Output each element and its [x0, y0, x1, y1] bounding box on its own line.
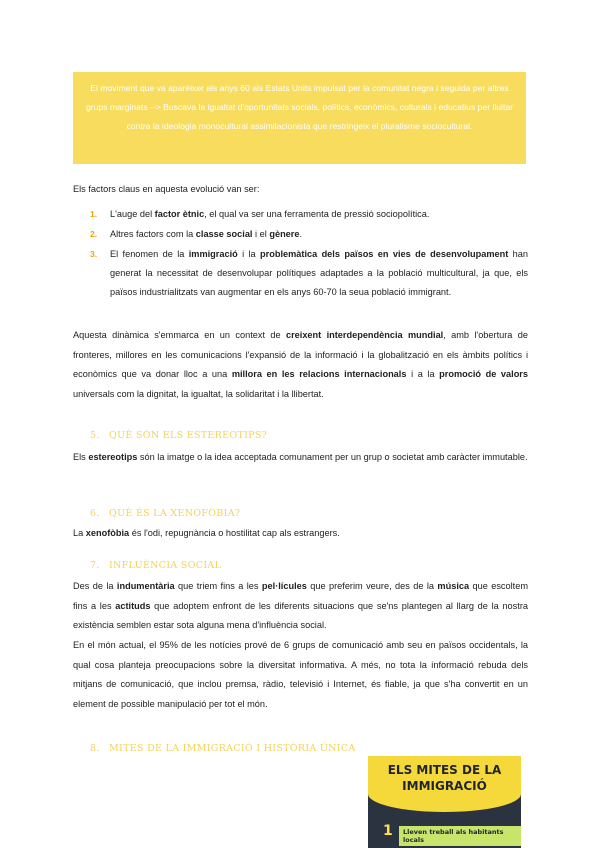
poster-title: ELS MITES DE LA IMMIGRACIÓ [387, 763, 502, 793]
factors-intro: Els factors claus en aquesta evolució van ser: [73, 184, 260, 194]
xenophobia-paragraph: La xenofòbia és l'odi, repugnància o hostilitat cap als estrangers. [73, 528, 340, 538]
context-paragraph: Aquesta dinàmica s'emmarca en un context de creixent interdependència mundial, amb l'obertura de fronteres, millores en les comunicacions l'expansió de la informació i la globalització en els àmbits polítics i econòmics que va donar lloc a una millora en les relacions internacionals i a la promoció de valors universals com la dignitat, la igualtat, la solidaritat i la llibertat. [73, 330, 528, 399]
media-paragraph: En el món actual, el 95% de les notícies prové de 6 grups de comunicació amb seu en països occidentals, la qual cosa planteja preocupacions sobre la diversitat informativa. A més, no tota la informació rebuda dels mitjans de comunicació, que inclou premsa, ràdio, televisió i Internet, és fiable, ja que s'ha convertit en un element de possible manipulació per tot el món. [73, 640, 528, 709]
list-number: 2. [90, 229, 98, 239]
stereotypes-paragraph: Els estereotips són la imatge o la idea acceptada comunament per un grup o societat amb caràcter immutable. [73, 452, 528, 462]
list-number: 3. [90, 249, 98, 259]
section-heading-6: 6. QUÈ ÉS LA XENOFÒBIA? [90, 508, 241, 519]
section-heading-5: 5. QUÈ SÓN ELS ESTEREOTIPS? [90, 430, 268, 441]
list-item: 1. L'auge del factor ètnic, el qual va ser una ferramenta de pressió sociopolítica. [73, 205, 528, 224]
section-heading-7: 7. INFLUÈNCIA SOCIAL [90, 560, 222, 571]
highlight-box [73, 72, 526, 164]
social-influence-paragraph: Des de la indumentària que triem fins a les pel·lícules que preferim veure, des de la música que escoltem fins a les actituds que adoptem enfront de les diferents situacions que se'ns plantegen al llarg de la nostra existència semblen estar sota alguna mena d'influència social. [73, 581, 528, 630]
poster-tag: Lleven treball als habitants locals [399, 826, 521, 846]
highlight-text: El moviment que va aparèixer als anys 60 als Estats Units impulsat per la comunitat negra i seguida per altres grups marginats --> Buscava la igualtat d'oportunitats socials, polítics, econòmics, culturals i educatius per lluitar contra la ideologia monocultural assimilacionista que restringeix el pluralisme sociocultural. [86, 83, 513, 131]
list-number: 1. [90, 209, 98, 219]
factors-list [73, 205, 528, 303]
myths-poster-image [368, 756, 521, 848]
list-item: 3. El fenomen de la immigració i la problemàtica dels països en vies de desenvolupament han generat la necessitat de desenvolupar polítiques adaptades a la població multicultural, ja que, els països industrialitzats van augmentar en els anys 60-70 la seua població immigrant. [73, 245, 528, 302]
poster-number: 1 [383, 823, 393, 839]
list-item: 2. Altres factors com la classe social i el gènere. [73, 225, 528, 244]
section-heading-8: 8. MITES DE LA IMMIGRACIÓ I HISTÒRIA ÚNICA [90, 743, 356, 754]
